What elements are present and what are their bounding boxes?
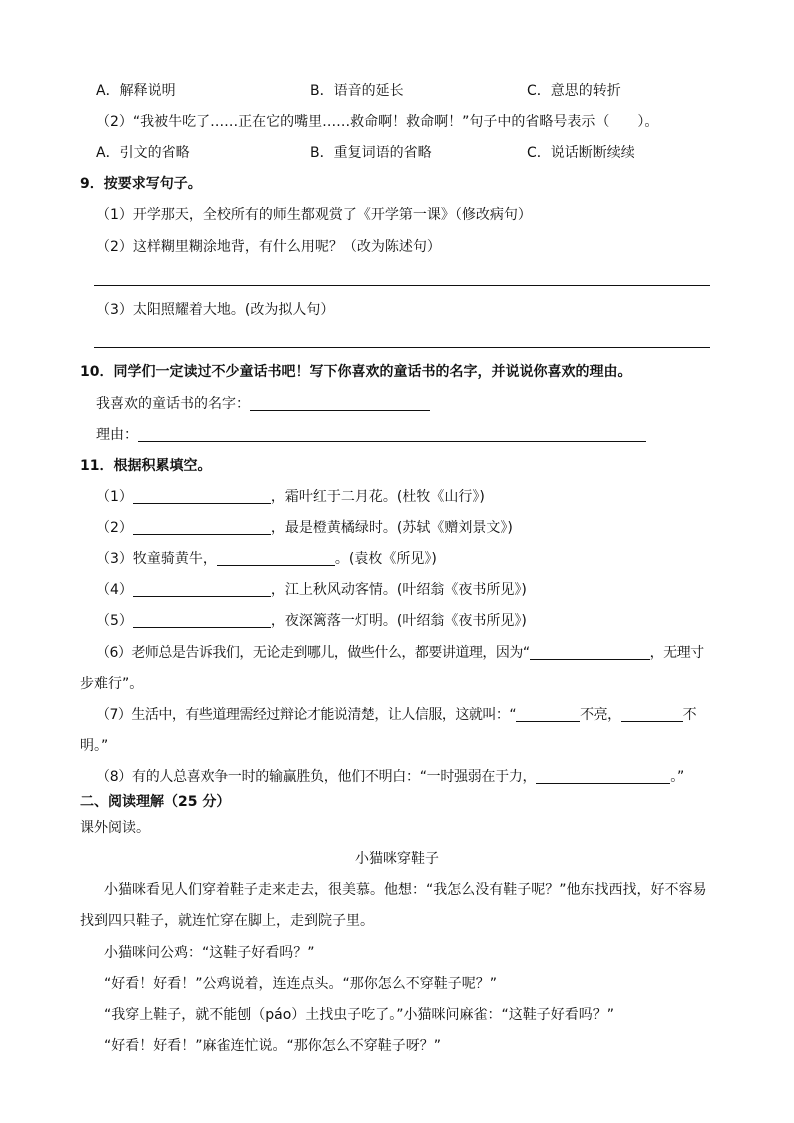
q11-item-7-blank-2[interactable] — [621, 706, 683, 722]
q11-item-8-text-a: （8）有的人总喜欢争一时的输赢胜负，他们不明白：“一时强弱在于力， — [96, 769, 537, 785]
story-title: 小猫咪穿鞋子 — [355, 851, 439, 867]
q11-item-3-blank[interactable] — [217, 550, 335, 566]
q11-item-5-blank[interactable] — [133, 612, 271, 628]
q8-sub2: （2）“我被牛吃了……正在它的嘴里……救命啊！救命啊！”句子中的省略号表示（ ）。 — [96, 114, 659, 130]
section-2-subtitle: 课外阅读。 — [80, 820, 150, 836]
q8-sub2-option-c: C．说话断断续续 — [527, 145, 635, 161]
q9-title: 9．按要求写句子。 — [80, 176, 202, 192]
story-paragraph-3: “好看！好看！”公鸡说着，连连点头。“那你怎么不穿鞋子呢？” — [104, 976, 498, 992]
q8-option-b: B．语音的延长 — [310, 83, 404, 99]
q11-item-4-blank[interactable] — [133, 581, 271, 597]
q11-item-7-text-b: 不亮， — [580, 707, 621, 723]
q11-item-3-text-a: （3）牧童骑黄牛， — [96, 551, 217, 567]
q11-item-6-continued: 步难行”。 — [80, 676, 144, 692]
story-paragraph-1: 小猫咪看见人们穿着鞋子走来走去，很美慕。他想：“我怎么没有鞋子呢？”他东找西找，好不容易 — [104, 882, 707, 898]
q11-item-5-num: （5） — [96, 613, 133, 629]
q11-item-5 — [96, 611, 527, 631]
q9-answer-line-3[interactable] — [94, 347, 710, 348]
q8-sub2-option-b: B．重复词语的省略 — [310, 145, 432, 161]
q9-item-3: （3）太阳照耀着大地。(改为拟人句） — [96, 302, 335, 318]
q11-item-4-num: （4） — [96, 582, 133, 598]
q8-sub2-option-a: A．引文的省略 — [96, 145, 190, 161]
q11-item-1-text: ，霜叶红于二月花。(杜牧《山行》) — [270, 489, 485, 505]
q11-item-7-continued: 明。” — [80, 738, 109, 754]
story-paragraph-5: “好看！好看！”麻雀连忙说。“那你怎么不穿鞋子呀？” — [104, 1038, 442, 1054]
q9-answer-line-2[interactable] — [94, 285, 710, 286]
q11-item-7-text-a: （7）生活中，有些道理需经过辩论才能说清楚，让人信服，这就叫：“ — [96, 707, 517, 723]
q10-reason-blank[interactable] — [138, 426, 646, 442]
q10-title: 10．同学们一定读过不少童话书吧！写下你喜欢的童话书的名字，并说说你喜欢的理由。 — [80, 364, 632, 380]
q11-item-2-blank[interactable] — [133, 519, 271, 535]
story-paragraph-1-continued: 找到四只鞋子，就连忙穿在脚上，走到院子里。 — [80, 913, 374, 929]
q11-item-6 — [96, 643, 704, 663]
q11-item-1 — [96, 487, 485, 507]
q11-item-3 — [96, 549, 437, 569]
q11-item-8-blank[interactable] — [536, 768, 670, 784]
q11-item-1-blank[interactable] — [133, 488, 271, 504]
q10-book-name-blank[interactable] — [250, 395, 430, 411]
story-paragraph-2: 小猫咪问公鸡：“这鞋子好看吗？” — [104, 945, 315, 961]
q11-item-6-blank[interactable] — [530, 644, 650, 660]
q10-reason-label: 理由： — [96, 427, 138, 443]
q11-item-2-text: ，最是橙黄橘绿时。(苏轼《赠刘景文》) — [270, 520, 513, 536]
q11-item-6-text-b: ，无理寸 — [649, 645, 704, 661]
q9-item-2: （2）这样糊里糊涂地背，有什么用呢？（改为陈述句） — [96, 239, 441, 255]
q11-item-8-text-b: 。” — [670, 769, 684, 785]
q11-item-7-blank-1[interactable] — [516, 706, 580, 722]
q11-item-1-num: （1） — [96, 489, 133, 505]
q10-reason-row — [96, 425, 646, 445]
q11-item-8 — [96, 767, 684, 787]
q11-item-7-text-c: 不 — [682, 707, 697, 723]
q11-item-2-num: （2） — [96, 520, 133, 536]
q11-item-3-text-b: 。(袁枚《所见》) — [334, 551, 437, 567]
q11-item-2 — [96, 518, 513, 538]
section-2-title: 二、阅读理解（25 分） — [80, 794, 231, 810]
q8-option-c: C．意思的转折 — [527, 83, 621, 99]
q11-item-7 — [96, 705, 696, 725]
q10-book-name-label: 我喜欢的童话书的名字： — [96, 396, 250, 412]
q11-item-4 — [96, 580, 527, 600]
q11-title: 11．根据积累填空。 — [80, 458, 212, 474]
q11-item-5-text: ，夜深篱落一灯明。(叶绍翁《夜书所见》) — [270, 613, 527, 629]
q8-option-a: A．解释说明 — [96, 83, 176, 99]
q10-book-name-row — [96, 394, 430, 414]
q11-item-4-text: ，江上秋风动客情。(叶绍翁《夜书所见》) — [270, 582, 527, 598]
q11-item-6-text-a: （6）老师总是告诉我们，无论走到哪儿，做些什么，都要讲道理，因为“ — [96, 645, 530, 661]
story-paragraph-4: “我穿上鞋子，就不能刨（páo）土找虫子吃了。”小猫咪问麻雀：“这鞋子好看吗？” — [104, 1007, 615, 1023]
q9-item-1: （1）开学那天，全校所有的师生都观赏了《开学第一课》（修改病句） — [96, 207, 532, 223]
